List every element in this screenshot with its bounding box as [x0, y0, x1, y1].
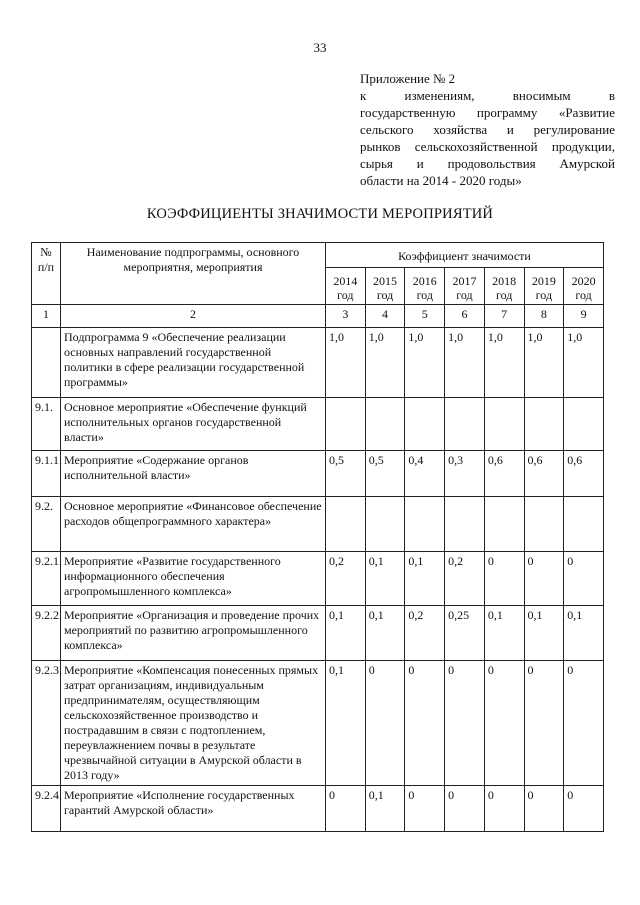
coef-value: 0,2 [326, 552, 366, 606]
table-row [32, 497, 604, 552]
appendix-line: сельского хозяйства и регулирование [360, 122, 615, 137]
appendix-line: области на 2014 - 2020 годы» [360, 173, 522, 188]
coef-value: 0,5 [326, 451, 366, 497]
header-year: 2020 год [564, 268, 604, 305]
coef-value: 1,0 [445, 328, 485, 398]
coef-value [484, 497, 524, 552]
coef-value [405, 497, 445, 552]
coef-value: 0 [564, 786, 604, 832]
header-num: № п/п [32, 243, 61, 305]
table-row [32, 398, 604, 451]
index-cell: 8 [524, 305, 564, 328]
coef-value [524, 497, 564, 552]
coef-value: 0 [564, 661, 604, 786]
coef-value: 1,0 [484, 328, 524, 398]
row-name: Основное мероприятие «Обеспечение функций исполнительных органов государственной власти» [61, 398, 326, 451]
table-header-row [32, 243, 604, 268]
header-year: 2016 год [405, 268, 445, 305]
coef-value: 0 [445, 786, 485, 832]
row-name: Мероприятие «Организация и проведение прочих мероприятий по развитию агропромышленного комплекса» [61, 606, 326, 661]
coef-value [326, 398, 366, 451]
coef-value: 0,1 [484, 606, 524, 661]
coef-value: 0 [405, 786, 445, 832]
row-number: 9.2.4. [32, 786, 61, 832]
coef-value: 0,4 [405, 451, 445, 497]
row-number: 9.2.2. [32, 606, 61, 661]
coef-value: 1,0 [564, 328, 604, 398]
index-cell: 1 [32, 305, 61, 328]
coef-value [365, 398, 405, 451]
coef-value: 0 [326, 786, 366, 832]
coef-value: 0 [524, 786, 564, 832]
appendix-line: к изменениям, вносимым в [360, 88, 615, 103]
header-year: 2015 год [365, 268, 405, 305]
coef-value: 0,1 [564, 606, 604, 661]
coef-value: 0,1 [405, 552, 445, 606]
table-row [32, 328, 604, 398]
coef-value: 0,1 [365, 786, 405, 832]
row-name: Подпрограмма 9 «Обеспечение реализации основных направлений государственной политики в сфере реализации государственной программы» [61, 328, 326, 398]
document-title: КОЭФФИЦИЕНТЫ ЗНАЧИМОСТИ МЕРОПРИЯТИЙ [146, 206, 494, 222]
coef-value [445, 497, 485, 552]
table-row [32, 552, 604, 606]
appendix-line: сырья и продовольствия Амурской [360, 156, 615, 171]
coef-value: 0,1 [365, 552, 405, 606]
coef-value: 0 [365, 661, 405, 786]
row-name: Мероприятие «Исполнение государственных гарантий Амурской области» [61, 786, 326, 832]
row-number: 9.1.1. [32, 451, 61, 497]
page-number: 33 [313, 40, 327, 55]
row-name: Мероприятие «Компенсация понесенных прямых затрат организациям, индивидуальным предпринимателям, осуществляющим сельскохозяйственное производство и пострадавшим в связи с подтоплением, переувлажнением почвы в результате чрезвычайной ситуации в Амурской области в 2013 году» [61, 661, 326, 786]
coef-value: 0,3 [445, 451, 485, 497]
header-year: 2017 год [445, 268, 485, 305]
coef-value: 1,0 [524, 328, 564, 398]
coef-value: 0 [445, 661, 485, 786]
coef-value: 0,2 [405, 606, 445, 661]
index-cell: 2 [61, 305, 326, 328]
header-coef: Коэффициент значимости [326, 243, 604, 268]
coef-value: 0 [524, 552, 564, 606]
coef-value: 0,5 [365, 451, 405, 497]
coef-value [365, 497, 405, 552]
coef-value: 0 [484, 661, 524, 786]
coef-value [405, 398, 445, 451]
coef-value: 0,6 [564, 451, 604, 497]
table-row [32, 661, 604, 786]
index-cell: 6 [445, 305, 485, 328]
row-number: 9.1. [32, 398, 61, 451]
coef-value: 0 [405, 661, 445, 786]
coefficients-table [31, 242, 604, 832]
coef-value: 1,0 [326, 328, 366, 398]
coef-value: 0 [524, 661, 564, 786]
appendix-line: рынков сельскохозяйственной продукции, [360, 139, 615, 154]
row-name: Мероприятие «Содержание органов исполнительной власти» [61, 451, 326, 497]
header-year: 2018 год [484, 268, 524, 305]
coef-value [326, 497, 366, 552]
coef-value [524, 398, 564, 451]
header-year: 2014 год [326, 268, 366, 305]
coef-value: 0,1 [524, 606, 564, 661]
header-year: 2019 год [524, 268, 564, 305]
index-cell: 4 [365, 305, 405, 328]
coef-value: 0 [564, 552, 604, 606]
table-row [32, 606, 604, 661]
index-cell: 7 [484, 305, 524, 328]
row-name: Мероприятие «Развитие государственного информационного обеспечения агропромышленного комплекса» [61, 552, 326, 606]
coef-value: 0 [484, 786, 524, 832]
appendix-line: государственную программу «Развитие [360, 105, 615, 120]
index-cell: 3 [326, 305, 366, 328]
table-row [32, 451, 604, 497]
coef-value [564, 398, 604, 451]
coef-value: 0 [484, 552, 524, 606]
coef-value: 0,1 [326, 606, 366, 661]
row-number: 9.2.3. [32, 661, 61, 786]
coef-value: 0,1 [365, 606, 405, 661]
row-number: 9.2. [32, 497, 61, 552]
coef-value: 0,6 [484, 451, 524, 497]
appendix-line: Приложение № 2 [360, 71, 456, 86]
header-name: Наименование подпрограммы, основного мероприятня, мероприятия [61, 243, 326, 305]
coef-value: 0,25 [445, 606, 485, 661]
index-cell: 9 [564, 305, 604, 328]
row-name: Основное мероприятие «Финансовое обеспечение расходов общепрограммного характера» [61, 497, 326, 552]
table-row [32, 786, 604, 832]
coef-value: 0,1 [326, 661, 366, 786]
row-number: 9.2.1. [32, 552, 61, 606]
coef-value [564, 497, 604, 552]
coef-value: 0,2 [445, 552, 485, 606]
appendix-note [360, 70, 615, 189]
coef-value [484, 398, 524, 451]
row-number [32, 328, 61, 398]
coef-value: 1,0 [405, 328, 445, 398]
index-cell: 5 [405, 305, 445, 328]
table-index-row [32, 305, 604, 328]
coef-value: 0,6 [524, 451, 564, 497]
coef-value [445, 398, 485, 451]
coef-value: 1,0 [365, 328, 405, 398]
